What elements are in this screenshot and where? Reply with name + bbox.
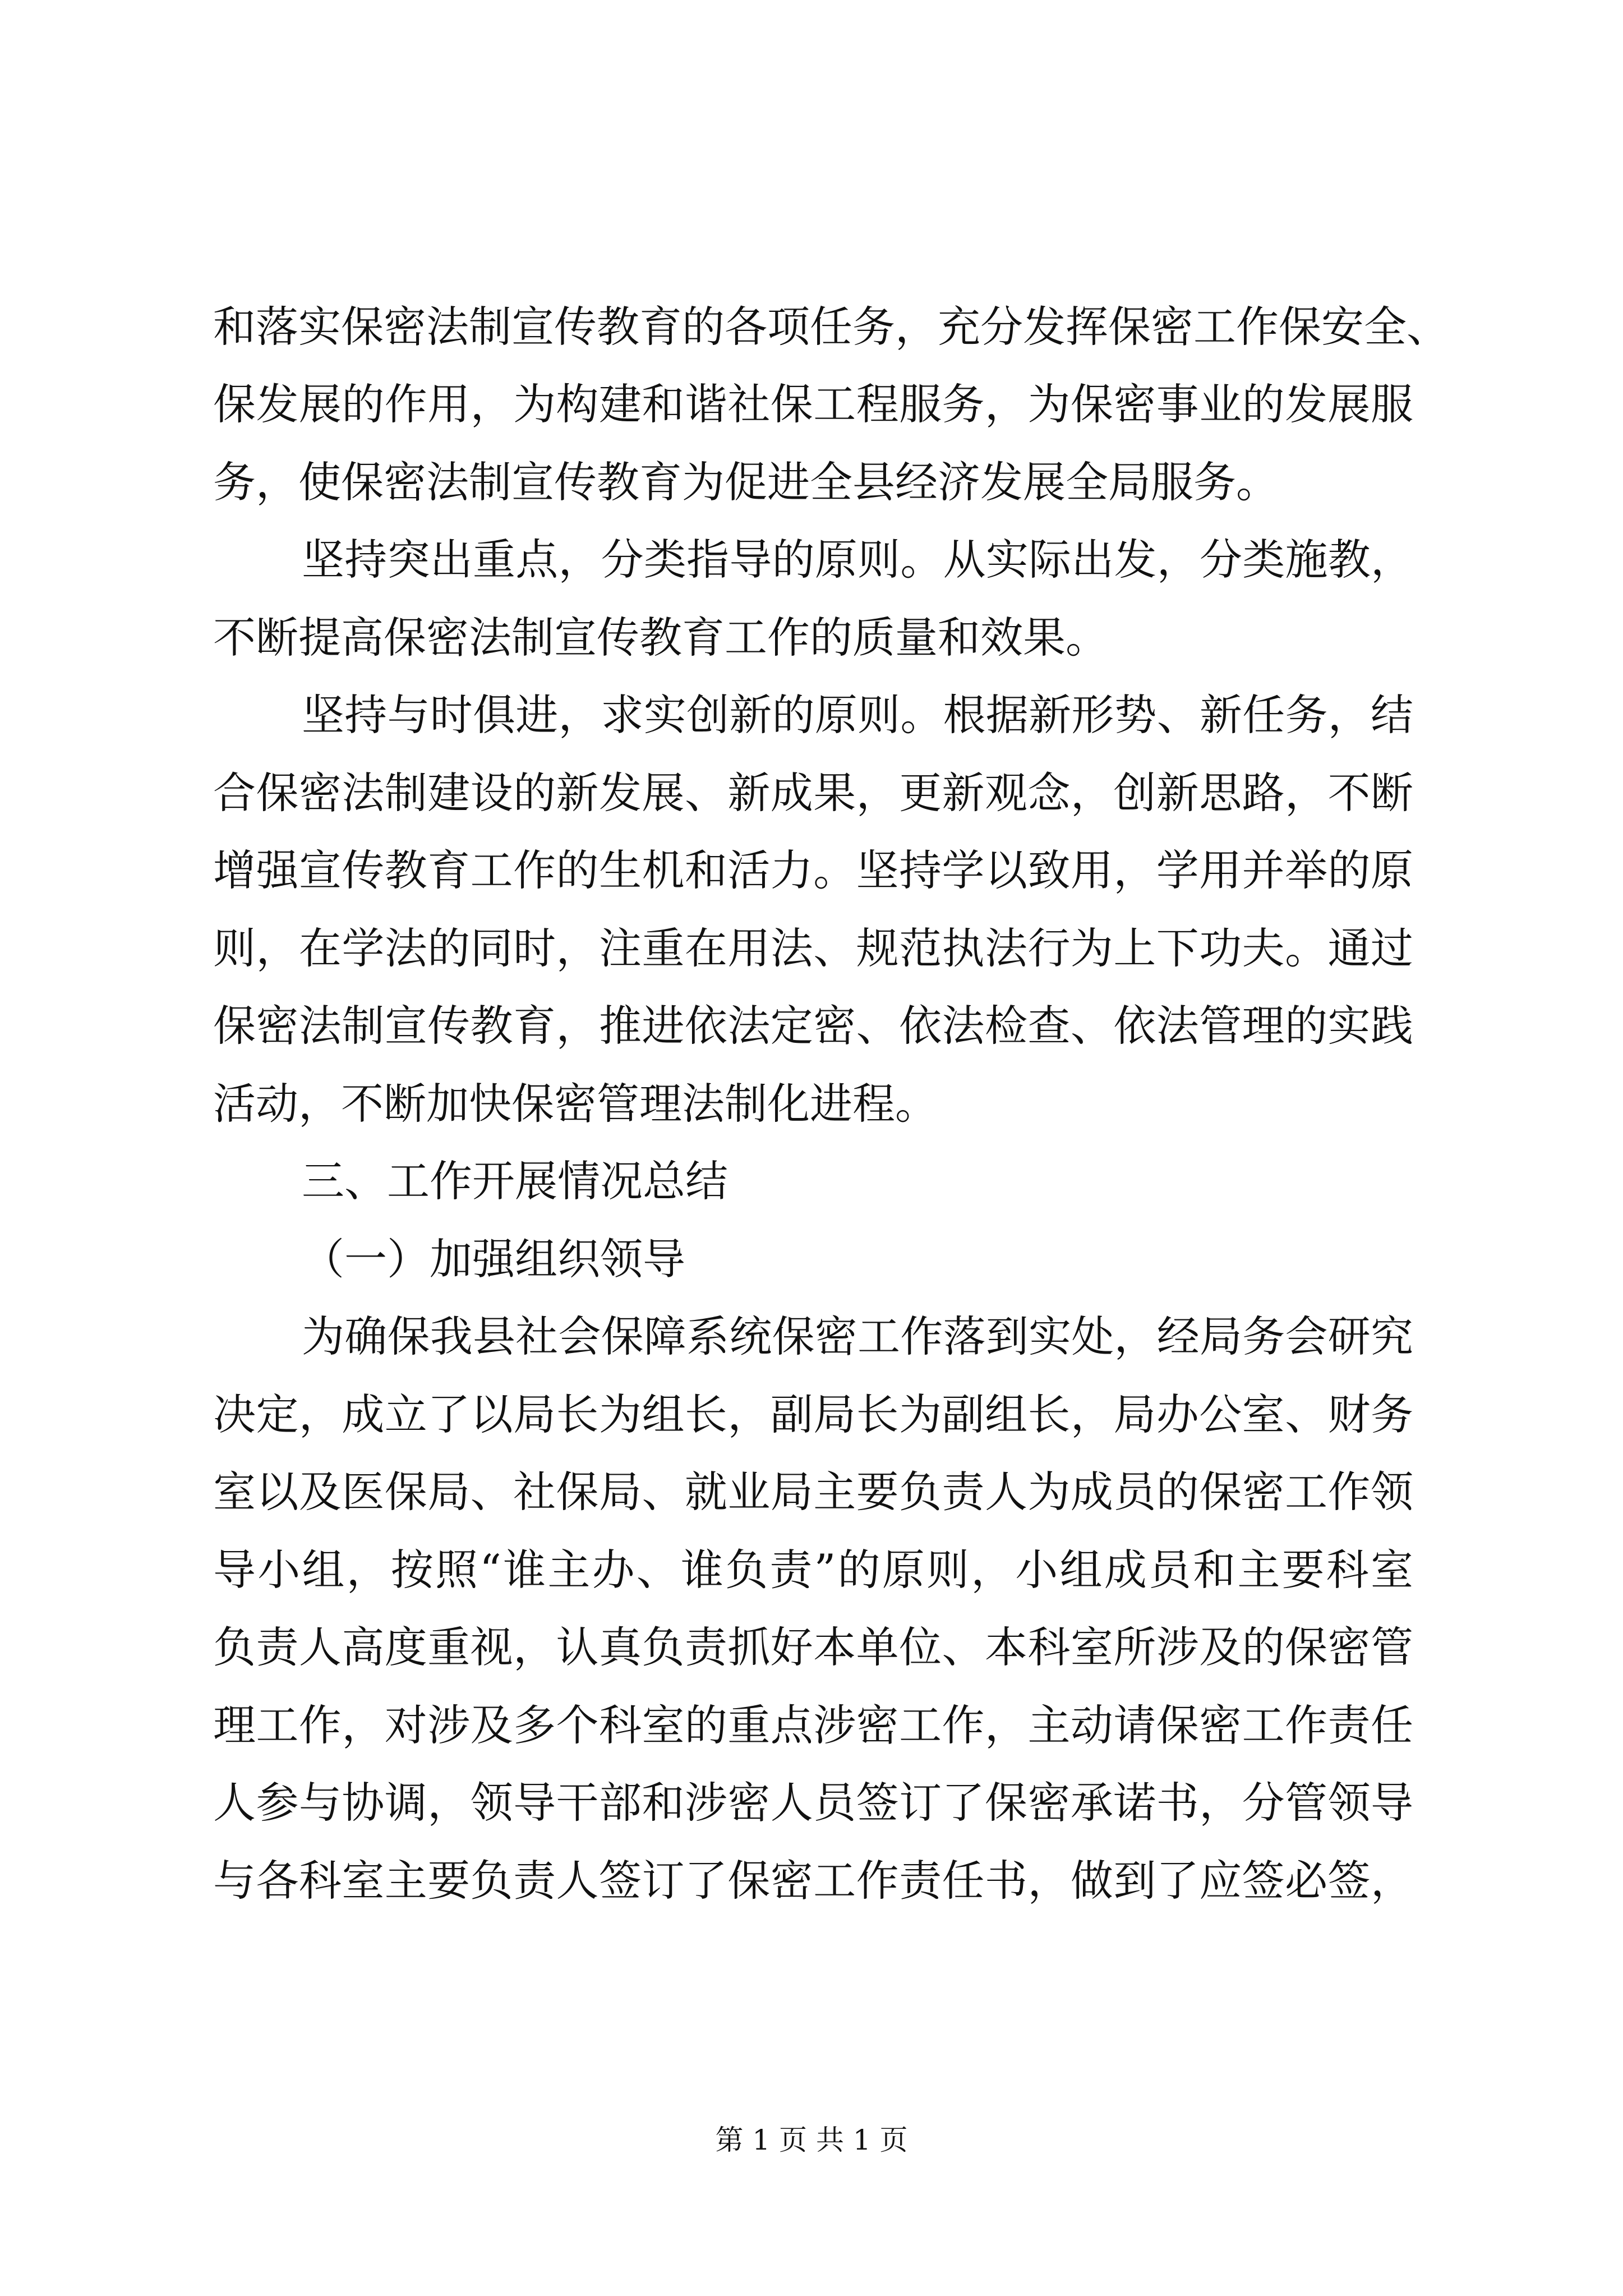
paragraph-first-line: 坚持与时俱进，求实创新的原则。根据新形势、新任务，结 [302, 690, 1413, 740]
body-line: 则，在学法的同时，注重在用法、规范执法行为上下功夫。通过 [213, 923, 1413, 973]
body-line: 增强宣传教育工作的生机和活力。坚持学以致用，学用并举的原 [213, 845, 1413, 895]
body-line: 导小组，按照“谁主办、谁负责”的原则，小组成员和主要科室 [213, 1545, 1413, 1595]
paragraph-first-line: 为确保我县社会保障系统保密工作落到实处，经局务会研究 [302, 1312, 1413, 1361]
body-line: 合保密法制建设的新发展、新成果，更新观念，创新思路，不断 [213, 768, 1413, 818]
body-line: 理工作，对涉及多个科室的重点涉密工作，主动请保密工作责任 [213, 1700, 1413, 1750]
paragraph-first-line: 坚持突出重点，分类指导的原则。从实际出发，分类施教， [302, 535, 1413, 585]
body-line: 室以及医保局、社保局、就业局主要负责人为成员的保密工作领 [213, 1467, 1413, 1517]
body-line: 保密法制宣传教育，推进依法定密、依法检查、依法管理的实践 [213, 1001, 1413, 1051]
subsection-heading: （一）加强组织领导 [302, 1234, 685, 1284]
body-line: 活动，不断加快保密管理法制化进程。 [213, 1079, 938, 1129]
body-line: 保发展的作用，为构建和谐社保工程服务，为保密事业的发展服 [213, 379, 1413, 429]
body-line: 负责人高度重视，认真负责抓好本单位、本科室所涉及的保密管 [213, 1622, 1413, 1672]
body-line: 务，使保密法制宣传教育为促进全县经济发展全局服务。 [213, 457, 1279, 507]
body-line: 与各科室主要负责人签订了保密工作责任书，做到了应签必签， [213, 1856, 1413, 1906]
body-line: 和落实保密法制宣传教育的各项任务，充分发挥保密工作保安全、 [213, 302, 1449, 352]
body-line: 人参与协调，领导干部和涉密人员签订了保密承诺书，分管领导 [213, 1778, 1413, 1828]
body-line: 不断提高保密法制宣传教育工作的质量和效果。 [213, 613, 1108, 662]
section-heading: 三、工作开展情况总结 [302, 1156, 728, 1206]
page-footer: 第 1 页 共 1 页 [715, 2124, 908, 2156]
body-line: 决定，成立了以局长为组长，副局长为副组长，局办公室、财务 [213, 1389, 1413, 1439]
